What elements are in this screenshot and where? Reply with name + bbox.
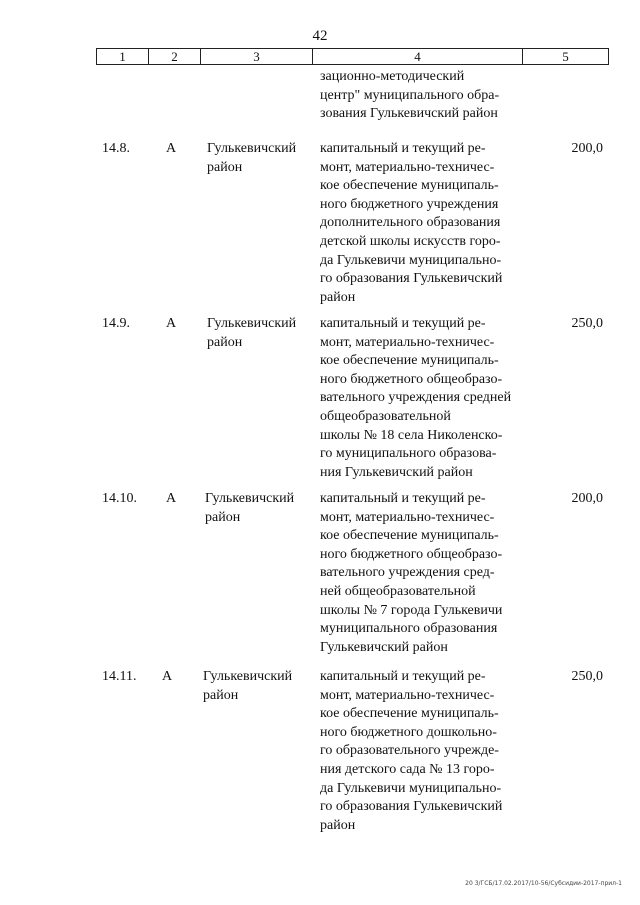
header-col-5: 5: [523, 49, 609, 65]
description-line: район: [320, 289, 356, 305]
row-category: А: [166, 141, 177, 156]
header-col-2: 2: [149, 49, 201, 65]
description-line: кое обеспечение муниципаль-: [320, 528, 499, 544]
description-line: го образовательного учрежде-: [320, 743, 499, 759]
description-line: монт, материально-техничес-: [320, 334, 495, 350]
row-amount: 250,0: [571, 669, 603, 684]
description-line: дополнительного образования: [320, 215, 501, 231]
description-line: капитальный и текущий ре-: [320, 491, 486, 506]
row-municipality: [205, 490, 315, 527]
row-category: А: [166, 491, 177, 506]
row-description: [320, 490, 522, 657]
municipality-line: Гулькевичский: [207, 141, 297, 156]
row-municipality: [203, 668, 313, 705]
row-number: 14.9.: [102, 316, 130, 331]
description-line: зования Гулькевичский район: [320, 106, 498, 122]
municipality-line: район: [205, 509, 241, 525]
header-col-4: 4: [313, 49, 523, 65]
municipality-line: район: [207, 159, 243, 175]
row-description: [320, 315, 522, 482]
footer-document-code: 20 3/ГСБ/17.02.2017/10-56/Субсидии-2017-прил-1: [465, 880, 622, 887]
description-line: монт, материально-техничес-: [320, 159, 495, 175]
continuation-description: [320, 68, 522, 124]
description-line: общеобразовательной: [320, 408, 451, 424]
description-line: ного бюджетного общеобразо-: [320, 371, 503, 387]
row-number: 14.10.: [102, 491, 137, 506]
description-line: школы № 7 города Гулькевичи: [320, 602, 503, 618]
description-line: го муниципального образова-: [320, 446, 497, 462]
description-line: вательного учреждения средней: [320, 390, 512, 406]
description-line: вательного учреждения сред-: [320, 565, 495, 581]
description-line: ного бюджетного общеобразо-: [320, 546, 503, 562]
description-line: да Гулькевичи муниципально-: [320, 780, 502, 796]
row-category: А: [162, 669, 173, 684]
description-line: кое обеспечение муниципаль-: [320, 178, 499, 194]
description-line: да Гулькевичи муниципально-: [320, 252, 502, 268]
municipality-line: Гулькевичский: [207, 316, 297, 331]
description-line: капитальный и текущий ре-: [320, 316, 486, 331]
header-col-3: 3: [201, 49, 313, 65]
description-line: ней общеобразовательной: [320, 583, 476, 599]
row-category: А: [166, 316, 177, 331]
description-line: ного бюджетного учреждения: [320, 196, 499, 212]
description-line: ния детского сада № 13 горо-: [320, 761, 495, 777]
description-line: монт, материально-техничес-: [320, 509, 495, 525]
municipality-line: Гулькевичский: [205, 491, 295, 506]
description-line: муниципального образования: [320, 621, 498, 637]
description-line: школы № 18 села Николенско-: [320, 427, 503, 443]
column-number-header: [96, 48, 609, 65]
description-line: го образования Гулькевичский: [320, 799, 503, 815]
description-line: район: [320, 817, 356, 833]
description-line: детской школы искусств горо-: [320, 233, 501, 249]
row-municipality: [207, 140, 317, 177]
row-amount: 200,0: [571, 141, 603, 156]
description-line: кое обеспечение муниципаль-: [320, 353, 499, 369]
row-description: [320, 140, 522, 307]
row-description: [320, 668, 522, 835]
description-line: зационно-методический: [320, 69, 465, 84]
description-line: капитальный и текущий ре-: [320, 669, 486, 684]
municipality-line: район: [207, 334, 243, 350]
description-line: Гулькевичский район: [320, 639, 448, 655]
row-number: 14.8.: [102, 141, 130, 156]
description-line: кое обеспечение муниципаль-: [320, 706, 499, 722]
description-line: го образования Гулькевичский: [320, 271, 503, 287]
row-number: 14.11.: [102, 669, 137, 684]
municipality-line: район: [203, 687, 239, 703]
row-amount: 200,0: [571, 491, 603, 506]
row-municipality: [207, 315, 317, 352]
page-number: 42: [312, 28, 328, 44]
municipality-line: Гулькевичский: [203, 669, 293, 684]
header-col-1: 1: [97, 49, 149, 65]
row-amount: 250,0: [571, 316, 603, 331]
description-line: монт, материально-техничес-: [320, 687, 495, 703]
description-line: капитальный и текущий ре-: [320, 141, 486, 156]
description-line: ного бюджетного дошкольно-: [320, 724, 497, 740]
description-line: центр" муниципального обра-: [320, 87, 500, 103]
description-line: ния Гулькевичский район: [320, 464, 473, 480]
